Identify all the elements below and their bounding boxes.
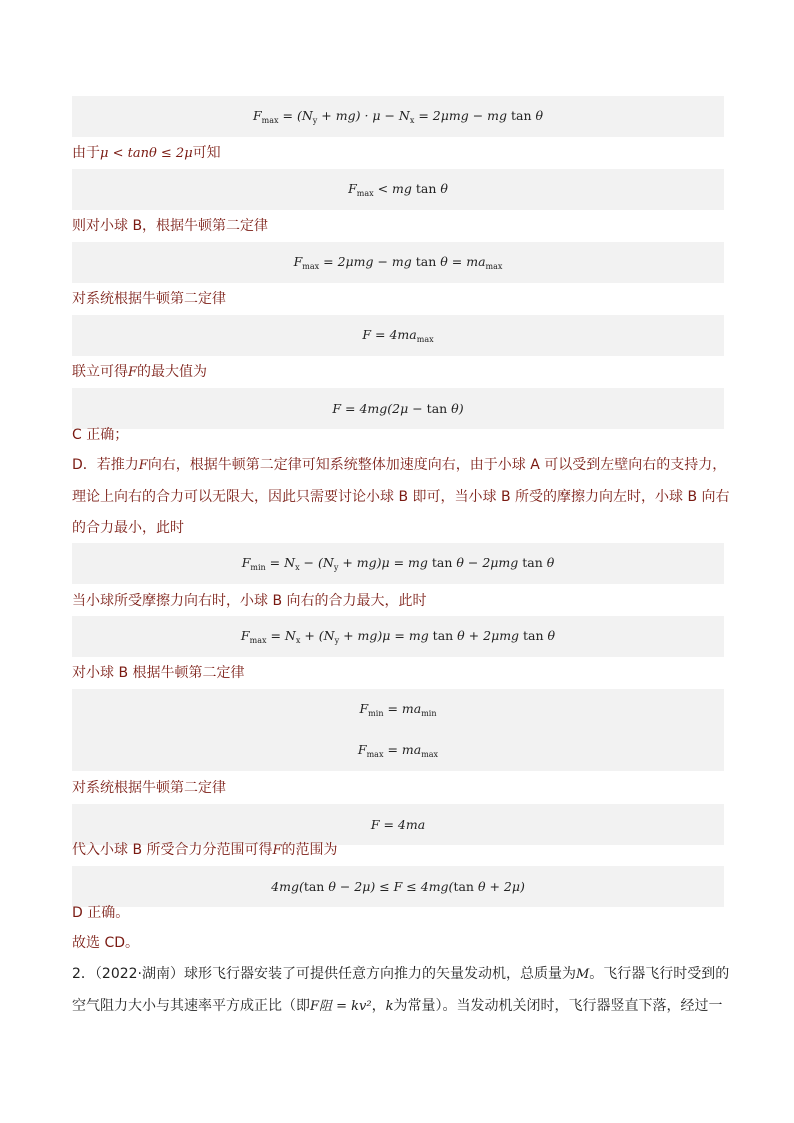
- text-line-9: 对系统根据牛顿第二定律: [72, 780, 226, 796]
- text-line-2: 则对小球 B，根据牛顿第二定律: [72, 218, 269, 234]
- equation-2: $F_{max}$ < mg tan θ: [72, 169, 724, 210]
- text-line-12: 故选 CD。: [72, 935, 140, 951]
- equation-7: $F_{max} = N_x + (N_y + mg)\mu$ = mg tan θ + 2μmg tan θ: [72, 616, 724, 657]
- text-line-4: 联立可得F的最大值为: [72, 364, 208, 380]
- text-line-5: C 正确；: [72, 427, 129, 443]
- text-line-11: D 正确。: [72, 905, 130, 921]
- equation-3: $F_{max} = 2\mu mg$ − mg $\tan \theta = ma_{max}$: [72, 242, 724, 283]
- equation-10: F = 4ma: [72, 804, 724, 845]
- equation-1: $F_{max} = (N_y + mg) \cdot \mu - N_x = 2\mu mg$ − mg tan θ: [72, 96, 724, 137]
- text-line-1: 由于μ < tanθ ≤ 2μ可知: [72, 145, 221, 161]
- question-2-line-1: 2．（2022·湖南）球形飞行器安装了可提供任意方向推力的矢量发动机，总质量为M。飞行器飞行时受到的: [72, 966, 730, 982]
- equation-6: $F_{min} = N_x - (N_y + mg)\mu$ = mg tan θ − 2μmg tan θ: [72, 543, 724, 584]
- question-2-line-2: 空气阻力大小与其速率平方成正比（即F阻 = kv²，k为常量）。当发动机关闭时，飞行器竖直下落，经过一: [72, 998, 723, 1014]
- text-line-7: 当小球所受摩擦力向右时，小球 B 向右的合力最大，此时: [72, 593, 427, 609]
- text-line-8: 对小球 B 根据牛顿第二定律: [72, 665, 245, 681]
- equation-11: 4mg(tan θ − 2μ) ≤ F ≤ 4mg(tan θ + 2μ): [72, 866, 724, 907]
- equation-8: $F_{min} = ma_{min}$: [72, 689, 724, 730]
- text-line-10: 代入小球 B 所受合力分范围可得F的范围为: [72, 842, 338, 858]
- text-line-6c: 的合力最小，此时: [72, 520, 184, 536]
- text-line-6b: 理论上向右的合力可以无限大，因此只需要讨论小球 B 即可，当小球 B 所受的摩擦力向左时，小球 B 向右: [72, 489, 730, 505]
- equation-9: $F_{max} = ma_{max}$: [72, 730, 724, 771]
- text-line-3: 对系统根据牛顿第二定律: [72, 291, 226, 307]
- equation-4: $F = 4ma_{max}$: [72, 315, 724, 356]
- resistance-formula: F阻 = kv²: [310, 999, 372, 1014]
- text-line-6a: D．若推力F向右，根据牛顿第二定律可知系统整体加速度向右，由于小球 A 可以受到左壁向右的支持力，: [72, 457, 727, 473]
- equation-5: F = 4mg(2μ − tan θ): [72, 388, 724, 429]
